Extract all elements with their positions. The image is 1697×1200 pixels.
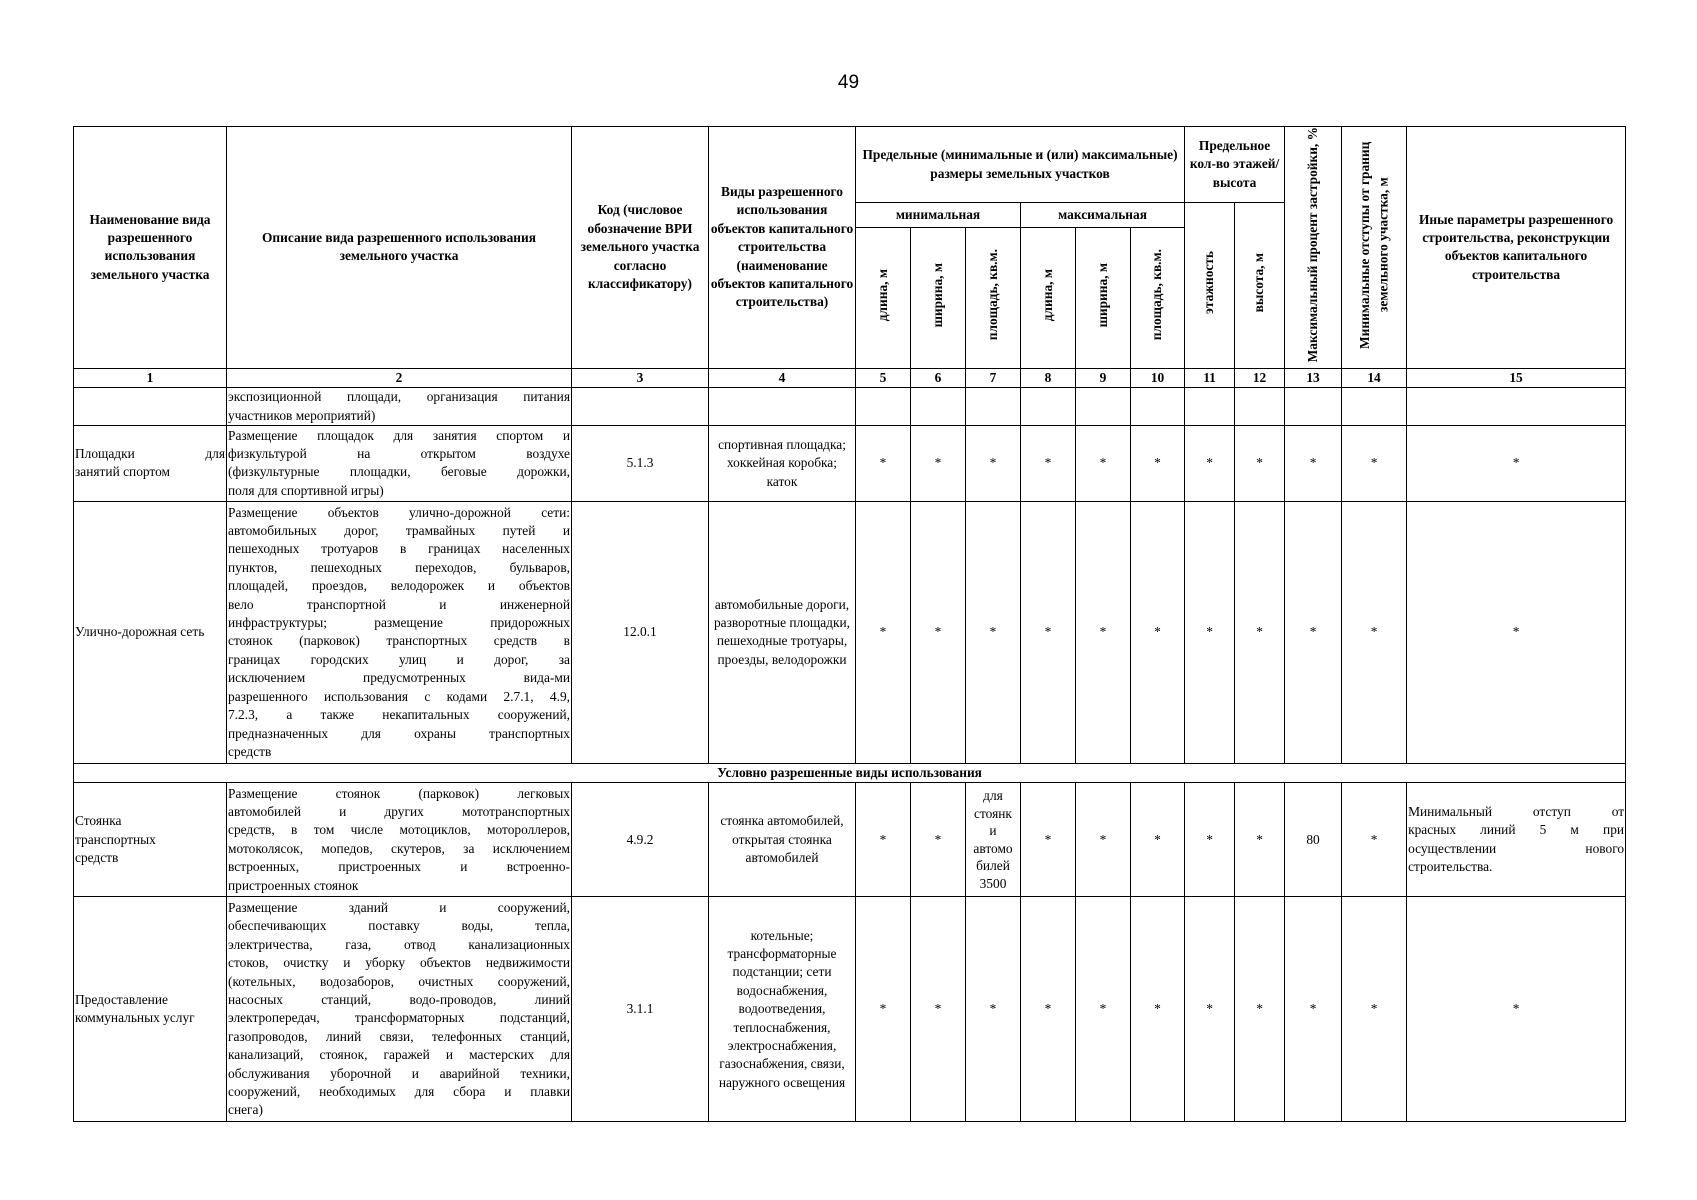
header-description: Описание вида разрешенного использования земельного участка: [227, 127, 572, 369]
name-line: коммунальных услуг: [75, 1010, 195, 1026]
description-line: снега): [228, 1102, 263, 1118]
name-line: Площадки для: [75, 446, 225, 462]
header-code: Код (числовое обозначение ВРИ земельного участка согласно классификатору): [572, 127, 709, 369]
description-line: сооружений, необходимых для сбора и плавки: [228, 1084, 570, 1099]
header-height: высота, м: [1235, 203, 1285, 369]
header-name: Наименование вида разрешенного использования земельного участка: [74, 127, 227, 369]
header-other-params: Иные параметры разрешенного строительства, реконструкции объектов капитального строительства: [1407, 127, 1626, 369]
value-cell: *: [1131, 897, 1185, 1122]
description-cell: [227, 501, 572, 763]
column-number: 2: [227, 368, 572, 387]
other-params-line: осуществлении нового: [1408, 840, 1625, 856]
description-line: предназначенных для охраны транспортных: [228, 725, 570, 741]
name-cell: [74, 897, 227, 1122]
code-cell: 3.1.1: [572, 897, 709, 1122]
description-line: обслуживания уборочной и аварийной техники,: [228, 1065, 570, 1081]
max-length-cell: *: [1021, 783, 1076, 897]
min-area-line: автомо: [973, 840, 1013, 856]
table-row-sport: [74, 425, 1626, 501]
header-minimal: минимальная: [856, 203, 1021, 228]
value-cell: *: [1021, 425, 1076, 501]
description-line: (котельных, водозаборов, очистных сооружений,: [228, 973, 570, 989]
description-line: автомобильных дорог, трамвайных путей и: [228, 523, 570, 539]
description-cell: [227, 425, 572, 501]
description-line: инфраструктуры; размещение придорожных: [228, 615, 570, 631]
value-cell: *: [1076, 501, 1131, 763]
value-cell: *: [966, 425, 1021, 501]
min-area-line: и: [989, 823, 997, 839]
description-line: разрешенного использования с кодами 2.7.1, 4.9,: [228, 688, 570, 704]
column-number: 7: [966, 368, 1021, 387]
description-line: пешеходных тротуаров в границах населенных: [228, 541, 570, 557]
value-cell: *: [1021, 501, 1076, 763]
description-line: электропередач, трансформаторных подстанций,: [228, 1010, 570, 1026]
column-number: 12: [1235, 368, 1285, 387]
value-cell: *: [1342, 425, 1407, 501]
code-cell: 12.0.1: [572, 501, 709, 763]
column-number: 3: [572, 368, 709, 387]
value-cell: *: [1285, 425, 1342, 501]
value-cell: *: [1407, 501, 1626, 763]
header-max-width: ширина, м: [1076, 227, 1131, 368]
description-line: пристроенных стоянок: [228, 877, 359, 893]
other-params-line: строительства.: [1408, 859, 1493, 875]
value-cell: *: [1185, 501, 1235, 763]
floors-cell: *: [1185, 783, 1235, 897]
objects-cell: автомобильные дороги, разворотные площадки, пешеходные тротуары, проезды, велодорожки: [709, 501, 856, 763]
description-line: стоков, очистку и уборку объектов недвижимости: [228, 955, 570, 971]
other-params-line: красных линий 5 м при: [1408, 822, 1625, 838]
description-line: исключением предусмотренных вида-ми: [228, 670, 570, 686]
value-cell: *: [1076, 897, 1131, 1122]
header-min-width: ширина, м: [911, 227, 966, 368]
value-cell: *: [911, 425, 966, 501]
value-cell: *: [1342, 501, 1407, 763]
value-cell: *: [966, 501, 1021, 763]
description-line: участников мероприятий): [228, 407, 376, 423]
header-max-length: длина, м: [1021, 227, 1076, 368]
other-params-cell: [1407, 783, 1626, 897]
other-params-line: Минимальный отступ от: [1408, 804, 1625, 820]
name-cell: [74, 783, 227, 897]
name-line: занятий спортом: [75, 464, 171, 480]
value-cell: *: [856, 425, 911, 501]
name-cell: [74, 388, 227, 426]
header-min-length: длина, м: [856, 227, 911, 368]
max-percent-cell: 80: [1285, 783, 1342, 897]
description-line: автомобилей и других мототранспортных: [228, 804, 570, 820]
value-cell: *: [1407, 425, 1626, 501]
objects-cell: спортивная площадка; хоккейная коробка; каток: [709, 425, 856, 501]
description-line: (физкультурные площадки, беговые дорожки,: [228, 464, 570, 480]
description-line: экспозиционной площади, организация питания: [228, 389, 570, 405]
column-number: 5: [856, 368, 911, 387]
column-number: 10: [1131, 368, 1185, 387]
description-line: газопроводов, линий связи, телефонных станций,: [228, 1028, 570, 1044]
table-row-utilities: [74, 897, 1626, 1122]
description-line: средств: [228, 743, 272, 759]
header-max-area: площадь, кв.м.: [1131, 227, 1185, 368]
value-cell: *: [911, 897, 966, 1122]
value-cell: *: [911, 501, 966, 763]
description-line: Размещение объектов улично-дорожной сети:: [228, 504, 570, 520]
value-cell: *: [1131, 425, 1185, 501]
value-cell: *: [1285, 897, 1342, 1122]
name-line: средств: [75, 850, 119, 866]
column-number: 6: [911, 368, 966, 387]
header-max-percent: Максимальный процент застройки, %: [1285, 127, 1342, 369]
column-numbers-row: [74, 368, 1626, 387]
value-cell: *: [1235, 425, 1285, 501]
min-setback-cell: *: [1342, 783, 1407, 897]
table-row-roads: [74, 501, 1626, 763]
name-line: Предоставление: [75, 991, 168, 1007]
land-use-regulations-table: [73, 126, 1626, 1122]
max-area-cell: *: [1131, 783, 1185, 897]
description-line: вело транспортной и инженерной: [228, 596, 570, 612]
header-min-setback: Минимальные отступы от границ земельного участка, м: [1342, 127, 1407, 369]
name-line: Стоянка: [75, 813, 122, 829]
max-width-cell: *: [1076, 783, 1131, 897]
description-cell: [227, 783, 572, 897]
description-line: стоянок (парковок) транспортных средств в: [228, 633, 570, 649]
column-number: 11: [1185, 368, 1235, 387]
column-number: 9: [1076, 368, 1131, 387]
value-cell: *: [856, 501, 911, 763]
value-cell: *: [1342, 897, 1407, 1122]
description-cell: [227, 388, 572, 426]
header-floors-height: Предельное кол-во этажей/ высота: [1185, 127, 1285, 203]
objects-cell: стоянка автомобилей, открытая стоянка автомобилей: [709, 783, 856, 897]
value-cell: *: [1076, 425, 1131, 501]
description-line: пунктов, пешеходных переходов, бульваров,: [228, 559, 570, 575]
header-floors: этажность: [1185, 203, 1235, 369]
section-title: Условно разрешенные виды использования: [74, 763, 1626, 782]
column-number: 4: [709, 368, 856, 387]
description-line: насосных станций, водо-проводов, линий: [228, 991, 570, 1007]
value-cell: *: [1285, 501, 1342, 763]
description-line: границах городских улиц и дорог, за: [228, 651, 570, 667]
column-number: 14: [1342, 368, 1407, 387]
table-row-continuation: [74, 388, 1626, 426]
min-area-line: для: [983, 788, 1003, 804]
min-length-cell: *: [856, 783, 911, 897]
min-area-line: билей: [976, 858, 1010, 874]
description-line: Размещение площадок для занятия спортом и: [228, 427, 570, 443]
description-cell: [227, 897, 572, 1122]
objects-cell: котельные; трансформаторные подстанции; сети водоснабжения, водоотведения, теплоснабжения, электроснабжения, газоснабжения, связи, наружного освещения: [709, 897, 856, 1122]
value-cell: *: [1131, 501, 1185, 763]
min-area-cell: [966, 783, 1021, 897]
header-maximal: максимальная: [1021, 203, 1185, 228]
column-number: 1: [74, 368, 227, 387]
min-width-cell: *: [911, 783, 966, 897]
description-line: канализаций, стоянок, гаражей и мастерских для: [228, 1047, 570, 1063]
value-cell: *: [1185, 897, 1235, 1122]
description-line: 7.2.3, а также некапитальных сооружений,: [228, 707, 570, 723]
name-line: транспортных: [75, 831, 156, 847]
value-cell: *: [1235, 897, 1285, 1122]
table-row-parking: [74, 783, 1626, 897]
description-line: электричества, газа, отвод канализационных: [228, 936, 570, 952]
header-min-area: площадь, кв.м.: [966, 227, 1021, 368]
description-line: встроенных, пристроенных и встроенно-: [228, 859, 570, 875]
value-cell: *: [1021, 897, 1076, 1122]
header-plot-sizes: Предельные (минимальные и (или) максимальные) размеры земельных участков: [856, 127, 1185, 203]
description-line: Размещение стоянок (парковок) легковых: [228, 785, 570, 801]
value-cell: *: [1235, 501, 1285, 763]
value-cell: *: [856, 897, 911, 1122]
header-objects: Виды разрешенного использования объектов капитального строительства (наименование объектов капитального строительства): [709, 127, 856, 369]
section-row: [74, 763, 1626, 782]
description-line: средств, в том числе мотоциклов, мотороллеров,: [228, 822, 570, 838]
name-cell: [74, 425, 227, 501]
min-area-line: 3500: [979, 875, 1007, 891]
description-line: площадей, проездов, велодорожек и объектов: [228, 578, 570, 594]
column-number: 15: [1407, 368, 1626, 387]
name-cell: Улично-дорожная сеть: [74, 501, 227, 763]
code-cell: 4.9.2: [572, 783, 709, 897]
height-cell: *: [1235, 783, 1285, 897]
min-area-line: стоянк: [974, 805, 1012, 821]
value-cell: *: [966, 897, 1021, 1122]
description-line: мотоколясок, мопедов, скутеров, за исключением: [228, 840, 570, 856]
column-number: 13: [1285, 368, 1342, 387]
description-line: физкультурой на открытом воздухе: [228, 446, 570, 462]
page-number: 49: [837, 72, 860, 93]
column-number: 8: [1021, 368, 1076, 387]
description-line: поля для спортивной игры): [228, 482, 384, 498]
description-line: обеспечивающих поставку воды, тепла,: [228, 918, 570, 934]
value-cell: *: [1407, 897, 1626, 1122]
value-cell: *: [1185, 425, 1235, 501]
code-cell: 5.1.3: [572, 425, 709, 501]
description-line: Размещение зданий и сооружений,: [228, 899, 570, 915]
